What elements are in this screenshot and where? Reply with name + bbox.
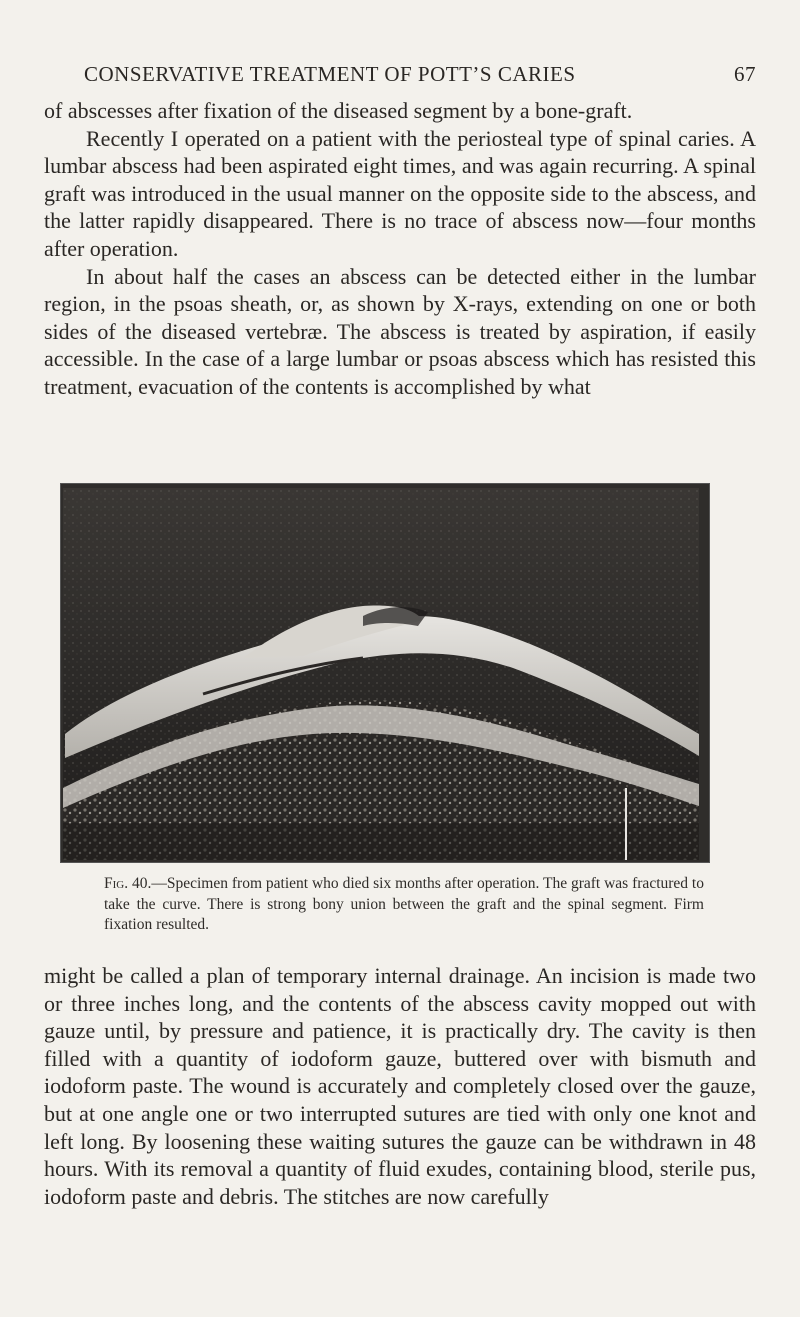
running-head bbox=[44, 62, 756, 87]
page-number: 67 bbox=[734, 62, 756, 86]
paragraph: of abscesses after fixation of the diseased segment by a bone-graft. bbox=[44, 98, 633, 123]
caption-text: —Specimen from patient who died six months after operation. The graft was fractured to take the curve. There is strong bony union between the graft and the spinal segment. Firm fixation resulted. bbox=[104, 875, 704, 933]
figure-label: Fig. 40. bbox=[104, 875, 152, 892]
chapter-title: CONSERVATIVE TREATMENT OF POTT’S CARIES bbox=[84, 62, 576, 86]
paragraph: Recently I operated on a patient with the periosteal type of spinal caries. A lumbar abscess had been aspirated eight times, and was again recurring. A spinal graft was introduced in the usual manner on the opposite side to the abscess, and the latter rapidly disappeared. There is no trace of abscess now—four months after operation. bbox=[44, 125, 756, 261]
figure-caption bbox=[104, 874, 704, 936]
specimen-photograph-illustration bbox=[63, 488, 699, 860]
paragraph: In about half the cases an abscess can be detected either in the lumbar region, in the psoas sheath, or, as shown by X-rays, extending on one or both sides of the diseased vertebræ. The abscess is treated by aspiration, if easily accessible. In the case of a large lumbar or psoas abscess which has resisted this treatment, evacuation of the contents is accomplished by what bbox=[44, 263, 756, 399]
specimen-photograph bbox=[60, 483, 710, 863]
body-text-top bbox=[44, 97, 756, 401]
body-text-bottom bbox=[44, 962, 756, 1210]
paragraph: might be called a plan of temporary internal drainage. An incision is made two or three inches long, and the contents of the abscess cavity mopped out with gauze until, by pressure and patience, it is practically dry. The cavity is then filled with a quantity of iodoform gauze, buttered over with bismuth and iodoform paste. The wound is accurately and completely closed over the gauze, but at one angle one or two interrupted sutures are tied with only one knot and left long. By loosening these waiting sutures the gauze can be withdrawn in 48 hours. With its removal a quantity of fluid exudes, containing blood, sterile pus, iodoform paste and debris. The stitches are now carefully bbox=[44, 963, 756, 1209]
